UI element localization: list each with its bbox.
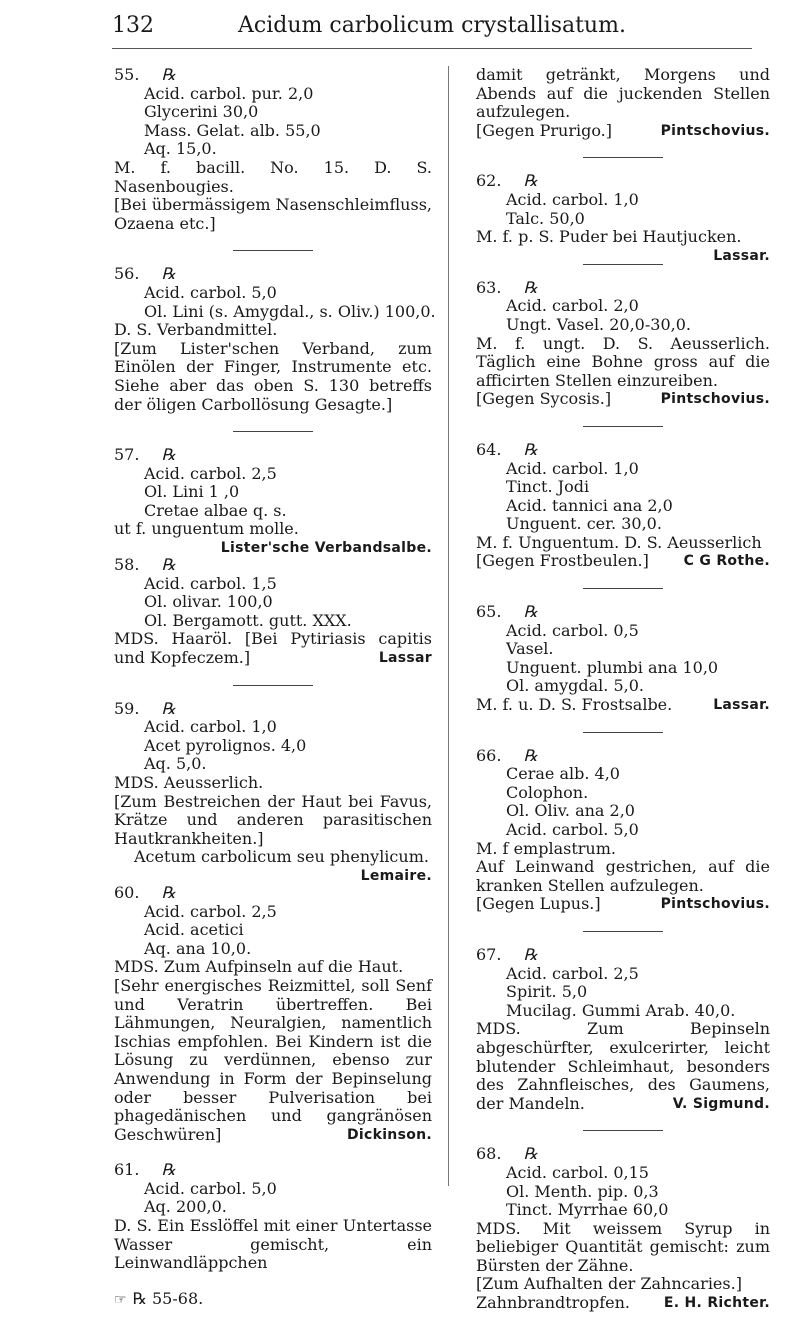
rx-symbol: ℞ bbox=[161, 264, 176, 284]
ingredient-line: Acid. carbol. 2,5 bbox=[144, 901, 277, 921]
ingredient-line: Tinct. Jodi bbox=[506, 477, 590, 497]
left-column bbox=[114, 65, 436, 1309]
ingredient-line: Spirit. 5,0 bbox=[506, 982, 588, 1002]
ingredient-line: Ol. Menth. pip. 0,3 bbox=[506, 1181, 659, 1201]
instruction-text: [Gegen Lupus.] Pintschovius. bbox=[476, 894, 770, 914]
ingredient-line: Mucilag. Gummi Arab. 40,0. bbox=[506, 1000, 736, 1020]
recipe-number-label: 65. bbox=[476, 602, 502, 622]
ingredient-line: Aq. 200,0. bbox=[144, 1197, 227, 1217]
instruction-text: M. f. u. D. S. Frostsalbe. Lassar. bbox=[476, 695, 770, 715]
ingredient-line: Unguent. plumbi ana 10,0 bbox=[506, 657, 719, 677]
ingredient-line: Tinct. Myrrhae 60,0 bbox=[506, 1200, 669, 1220]
author-name: Lassar. bbox=[713, 697, 770, 714]
recipe-number bbox=[476, 441, 770, 460]
author-name: Pintschovius. bbox=[660, 896, 770, 913]
separator-rule bbox=[233, 685, 313, 686]
rx-symbol: ℞ bbox=[161, 1160, 176, 1180]
recipe-number-label: 62. bbox=[476, 171, 502, 191]
ingredient-line: Glycerini 30,0 bbox=[144, 102, 259, 122]
ingredient-line: Talc. 50,0 bbox=[506, 208, 585, 228]
separator-rule bbox=[233, 431, 313, 432]
ingredient-line: Acid. carbol. 2,0 bbox=[506, 296, 639, 316]
header-rule bbox=[112, 48, 752, 49]
recipe-number bbox=[114, 265, 432, 284]
ingredient-line: Acid. carbol. pur. 2,0 bbox=[144, 83, 314, 103]
rx-symbol: ℞ bbox=[161, 555, 176, 575]
instruction-text: [Gegen Sycosis.] Pintschovius. bbox=[476, 389, 770, 409]
ingredient-line: Cretae albae q. s. bbox=[144, 500, 287, 520]
preparation-name: Acetum carbolicum seu phenylicum. bbox=[134, 847, 429, 867]
recipe-number-label: 59. bbox=[114, 698, 140, 718]
ingredient-line: Acid. acetici bbox=[144, 920, 244, 940]
separator-rule bbox=[583, 1130, 663, 1131]
recipe-number-label: 63. bbox=[476, 277, 502, 297]
column-divider bbox=[448, 66, 449, 1186]
instruction-text: M. f. Unguentum. D. S. Aeusserlich bbox=[476, 532, 762, 552]
ingredient-line: Acid. carbol. 1,0 bbox=[506, 458, 639, 478]
instruction-text: MDS. Zum Bepinseln abgeschürfter, exulcerirter, leicht blutender Schleimhaut, besonders des Zahnfleisches, des Gaumens, der Mandeln. V. Sigmund. bbox=[476, 1019, 770, 1113]
instruction-text: [Gegen Frostbeulen.] C G Rothe. bbox=[476, 551, 770, 571]
recipe-number bbox=[476, 603, 770, 622]
recipe-number-label: 56. bbox=[114, 264, 140, 284]
instruction-text: MDS. Zum Aufpinseln auf die Haut. bbox=[114, 957, 404, 977]
recipe-entry bbox=[114, 698, 432, 884]
ingredient-line: Acid. carbol. 5,0 bbox=[144, 1178, 277, 1198]
recipe-number-label: 64. bbox=[476, 439, 502, 459]
ingredient-line: Aq. 5,0. bbox=[144, 754, 207, 774]
ingredient-line: Ol. Bergamott. gutt. XXX. bbox=[144, 610, 352, 630]
ingredient-line: Aq. ana 10,0. bbox=[144, 938, 252, 958]
recipe-number-label: 60. bbox=[114, 882, 140, 902]
ingredient-line: Ol. Oliv. ana 2,0 bbox=[506, 801, 635, 821]
separator-rule bbox=[583, 931, 663, 932]
recipe-entry bbox=[476, 66, 770, 140]
footnote-text: ℞ 55-68. bbox=[132, 1288, 204, 1308]
recipe-number bbox=[114, 66, 432, 85]
instruction-text: Zahnbrandtropfen. E. H. Richter. bbox=[476, 1293, 770, 1313]
instruction-text: [Gegen Prurigo.] Pintschovius. bbox=[476, 120, 770, 140]
recipe-entry bbox=[476, 441, 770, 571]
recipe-number bbox=[114, 446, 432, 465]
rx-symbol: ℞ bbox=[161, 698, 176, 718]
recipe-entry bbox=[476, 279, 770, 409]
running-header bbox=[112, 13, 752, 47]
instruction-text: MDS. Haaröl. [Bei Pytiriasis capitis und Kopfeczem.] Lassar bbox=[114, 629, 432, 668]
ingredient-line: Ol. Lini 1 ,0 bbox=[144, 482, 240, 502]
recipe-number bbox=[114, 556, 432, 575]
instruction-text: [Bei übermässigem Nasenschleimfluss, Ozaena etc.] bbox=[114, 195, 432, 233]
separator-rule bbox=[583, 732, 663, 733]
author-name: C G Rothe. bbox=[683, 553, 770, 570]
recipe-number-label: 57. bbox=[114, 445, 140, 465]
recipe-entry bbox=[114, 445, 432, 557]
ingredient-line: Vasel. bbox=[506, 639, 554, 659]
separator-rule bbox=[583, 426, 663, 427]
instruction-text: M. f. p. S. Puder bei Hautjucken. Lassar. bbox=[476, 227, 770, 264]
rx-symbol: ℞ bbox=[523, 439, 538, 459]
recipe-number bbox=[114, 1161, 432, 1180]
author-name: Pintschovius. bbox=[660, 122, 770, 139]
ingredient-line: Ungt. Vasel. 20,0-30,0. bbox=[506, 314, 691, 334]
instruction-text: ut f. unguentum molle. Lister'sche Verbandsalbe. bbox=[114, 519, 432, 557]
recipe-entry bbox=[114, 264, 436, 414]
instruction-text: D. S. Verbandmittel. bbox=[114, 320, 278, 340]
ingredient-line: Acid. carbol. 5,0 bbox=[144, 282, 277, 302]
ingredient-line: Acet pyrolignos. 4,0 bbox=[144, 735, 307, 755]
ingredient-line: Ol. olivar. 100,0 bbox=[144, 592, 273, 612]
recipe-number bbox=[114, 700, 432, 719]
recipe-entry bbox=[114, 884, 432, 1144]
recipe-number-label: 55. bbox=[114, 65, 140, 84]
instruction-text: [Sehr energisches Reizmittel, soll Senf und Veratrin übertreffen. Bei Lähmungen, Neuralgien, namentlich Ischias empfohlen. Bei Kindern ist die Lösung zu verdünnen, ebenso zur Anwendung in Form der Bepinselung oder besser Pulverisation bei phagedänischen und gangränösen Geschwüren] Dickinson. bbox=[114, 975, 432, 1144]
author-name: Pintschovius. bbox=[660, 391, 770, 408]
recipe-number-label: 58. bbox=[114, 555, 140, 575]
recipe-number-label: 67. bbox=[476, 944, 502, 964]
rx-symbol: ℞ bbox=[523, 171, 538, 191]
instruction-text: D. S. Ein Esslöffel mit einer Untertasse Wasser gemischt, ein Leinwandläppchen bbox=[114, 1216, 432, 1273]
recipe-number bbox=[476, 1145, 770, 1164]
instruction-text: [Zum Lister'schen Verband, zum Einölen der Finger, Instrumente etc. Siehe aber das oben S. 130 betreffs der öligen Carbollösung Gesagte.] bbox=[114, 338, 432, 414]
recipe-entry bbox=[476, 1145, 770, 1312]
author-name: Lister'sche Verbandsalbe. bbox=[220, 540, 432, 557]
author-name: E. H. Richter. bbox=[663, 1295, 770, 1312]
rx-symbol: ℞ bbox=[161, 882, 176, 902]
instruction-text: MDS. Mit weissem Syrup in beliebiger Quantität gemischt: zum Bürsten der Zähne. bbox=[476, 1218, 770, 1275]
recipe-entry bbox=[114, 556, 432, 668]
ingredient-line: Acid. carbol. 0,5 bbox=[506, 620, 639, 640]
instruction-text: [Zum Bestreichen der Haut bei Favus, Krätze und anderen parasitischen Hautkrankheiten.] bbox=[114, 791, 432, 848]
recipe-number bbox=[476, 172, 770, 191]
instruction-text: M. f emplastrum. bbox=[476, 838, 616, 858]
recipe-number bbox=[114, 884, 432, 903]
ingredient-line: Cerae alb. 4,0 bbox=[506, 764, 620, 784]
rx-symbol: ℞ bbox=[523, 1144, 538, 1164]
instruction-text: damit getränkt, Morgens und Abends auf die juckenden Stellen aufzulegen. bbox=[476, 65, 770, 122]
recipe-entry bbox=[476, 603, 770, 715]
ingredient-line: Acid. carbol. 0,15 bbox=[506, 1162, 649, 1182]
separator-rule bbox=[583, 157, 663, 158]
instruction-text: MDS. Aeusserlich. bbox=[114, 773, 264, 792]
ingredient-line: Acid. carbol. 1,0 bbox=[506, 189, 639, 209]
recipe-number bbox=[476, 279, 770, 298]
recipe-entry bbox=[476, 171, 770, 264]
recipe-number-label: 61. bbox=[114, 1160, 140, 1180]
rx-symbol: ℞ bbox=[161, 65, 176, 84]
footnote bbox=[114, 1290, 432, 1310]
running-title: Acidum carbolicum crystallisatum. bbox=[238, 13, 626, 38]
ingredient-line: Acid. carbol. 1,5 bbox=[144, 573, 277, 593]
ingredient-line: Ol. amygdal. 5,0. bbox=[506, 676, 644, 696]
page-number: 132 bbox=[112, 13, 154, 38]
author-name: Lassar. bbox=[713, 247, 770, 264]
recipe-number-label: 68. bbox=[476, 1144, 502, 1164]
recipe-entry bbox=[476, 946, 770, 1113]
ingredient-line: Acid. tannici ana 2,0 bbox=[506, 495, 673, 515]
recipe-entry bbox=[114, 66, 432, 233]
recipe-number-label: 66. bbox=[476, 745, 502, 765]
ingredient-line: Acid. carbol. 1,0 bbox=[144, 717, 277, 737]
author-name: V. Sigmund. bbox=[672, 1095, 770, 1112]
rx-symbol: ℞ bbox=[523, 602, 538, 622]
recipe-number bbox=[476, 747, 770, 766]
instruction-text: M. f. bacill. No. 15. D. S. Nasenbougies. bbox=[114, 157, 432, 196]
rx-symbol: ℞ bbox=[161, 445, 176, 465]
ingredient-line: Acid. carbol. 2,5 bbox=[144, 463, 277, 483]
ingredient-line: Aq. 15,0. bbox=[144, 139, 217, 159]
instruction-text: Auf Leinwand gestrichen, auf die kranken Stellen aufzulegen. bbox=[476, 857, 770, 895]
author-name: Lassar bbox=[378, 650, 432, 667]
ingredient-line: Ol. Lini (s. Amygdal., s. Oliv.) 100,0. bbox=[144, 301, 436, 321]
ingredient-line: Acid. carbol. 5,0 bbox=[506, 820, 639, 839]
rx-symbol: ℞ bbox=[523, 944, 538, 964]
separator-rule bbox=[233, 250, 313, 251]
separator-rule bbox=[583, 264, 663, 265]
instruction-text: [Zum Aufhalten der Zahncaries.] bbox=[476, 1274, 742, 1294]
separator-rule bbox=[583, 588, 663, 589]
recipe-number bbox=[476, 946, 770, 965]
rx-symbol: ℞ bbox=[523, 745, 538, 765]
recipe-entry bbox=[114, 1161, 432, 1273]
recipe-entry bbox=[476, 747, 770, 914]
instruction-text: M. f. ungt. D. S. Aeusserlich. Täglich eine Bohne gross auf die afficirten Stellen einzureiben. bbox=[476, 333, 770, 390]
ingredient-line: Colophon. bbox=[506, 782, 589, 802]
ingredient-line: Unguent. cer. 30,0. bbox=[506, 514, 662, 534]
ingredient-line: Acid. carbol. 2,5 bbox=[506, 963, 639, 983]
ingredient-line: Mass. Gelat. alb. 55,0 bbox=[144, 120, 321, 140]
author-name: Lemaire. bbox=[360, 867, 432, 884]
rx-symbol: ℞ bbox=[523, 277, 538, 297]
pointing-hand-icon: ☞ bbox=[114, 1291, 127, 1308]
author-name: Dickinson. bbox=[346, 1126, 432, 1143]
right-column bbox=[476, 66, 770, 1330]
